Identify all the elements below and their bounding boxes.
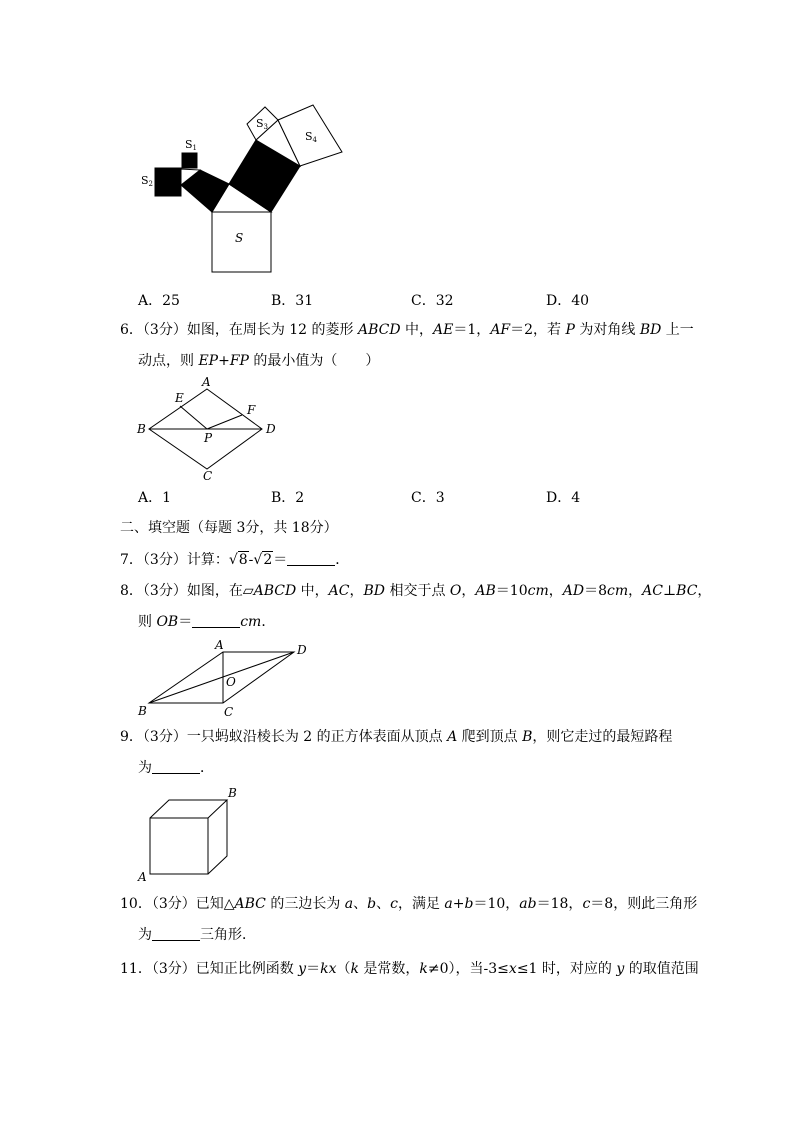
q6-option-a[interactable]: A．1	[138, 490, 172, 506]
q5-options	[138, 290, 658, 310]
radicand-8: 8	[238, 552, 248, 568]
label-a: A	[138, 870, 147, 884]
label-b: B	[137, 422, 146, 436]
cube	[150, 800, 227, 874]
label-o: O	[226, 675, 236, 689]
q9-figure	[135, 784, 245, 884]
label-b: B	[138, 704, 147, 718]
q6-option-b[interactable]: B．2	[271, 490, 305, 506]
q6-option-c[interactable]: C．3	[411, 490, 445, 506]
label-a: A	[202, 375, 211, 389]
label-b: B	[228, 786, 237, 800]
square-s1	[182, 153, 197, 168]
radicand-2: 2	[263, 552, 273, 568]
segment-ep	[180, 406, 207, 429]
q10-stem-line2: 为 三角形．	[138, 927, 256, 943]
q7-answer-blank[interactable]	[287, 551, 335, 566]
label-c: C	[203, 469, 213, 483]
square-s2	[155, 168, 181, 196]
label-d: D	[266, 422, 276, 436]
q5-option-d[interactable]: D．40	[546, 293, 590, 309]
q6-stem-line2: 动点，则 EP+FP 的最小值为（ ）	[138, 353, 380, 369]
diagonal-bd	[149, 652, 294, 703]
section-title: 二、填空题（每题 3分，共 18分）	[120, 520, 338, 536]
q10-answer-blank[interactable]	[152, 926, 200, 941]
label-s: S	[235, 231, 244, 245]
q8-figure	[135, 636, 315, 720]
q6-figure	[135, 372, 285, 484]
label-s2: S2	[141, 174, 154, 188]
q5-diagram	[155, 105, 342, 272]
q6-options	[138, 487, 658, 507]
segment-pf	[207, 415, 242, 429]
q5-option-c[interactable]: C．32	[411, 293, 454, 309]
label-d: D	[297, 643, 307, 657]
label-e: E	[175, 391, 184, 405]
q8-stem-line2: 则 OB＝ cm．	[138, 614, 276, 630]
q9-stem-line1: 9．（3分）一只蚂蚁沿棱长为 2 的正方体表面从顶点 A 爬到顶点 B，则它走过的最短路程	[120, 729, 673, 745]
label-s4: S4	[305, 130, 318, 144]
q5-option-a[interactable]: A．25	[138, 293, 180, 309]
q6-stem-line1: 6．（3分）如图，在周长为 12 的菱形 ABCD 中，AE＝1，AF＝2，若 P 为对角线 BD 上一	[120, 322, 694, 338]
label-a: A	[215, 638, 224, 652]
q5-figure	[135, 100, 350, 280]
q6-option-d[interactable]: D．4	[546, 490, 581, 506]
q5-option-b[interactable]: B．31	[271, 293, 314, 309]
label-p: P	[204, 431, 213, 445]
label-s1: S1	[185, 138, 198, 152]
q9-stem-line2: 为 ．	[138, 760, 214, 776]
q8-answer-blank[interactable]	[192, 613, 240, 628]
q10-stem-line1: 10．（3分）已知△ABC 的三边长为 a、b、c，满足 a+b＝10，ab＝18，c＝8，则此三角形	[120, 896, 698, 912]
q9-answer-blank[interactable]	[152, 759, 200, 774]
label-c: C	[224, 705, 234, 719]
q7-stem: 7．（3分）计算：√8-√2＝ ．	[120, 552, 350, 568]
label-f: F	[247, 403, 256, 417]
q11-stem-line1: 11．（3分）已知正比例函数 y＝kx（k 是常数，k≠0），当-3≤x≤1 时，对应的 y 的取值范围	[120, 961, 699, 977]
label-s3: S3	[256, 117, 269, 131]
q8-stem-line1: 8．（3分）如图，在▱ABCD 中，AC，BD 相交于点 O，AB＝10cm，AD＝8cm，AC⊥BC，	[120, 583, 712, 599]
